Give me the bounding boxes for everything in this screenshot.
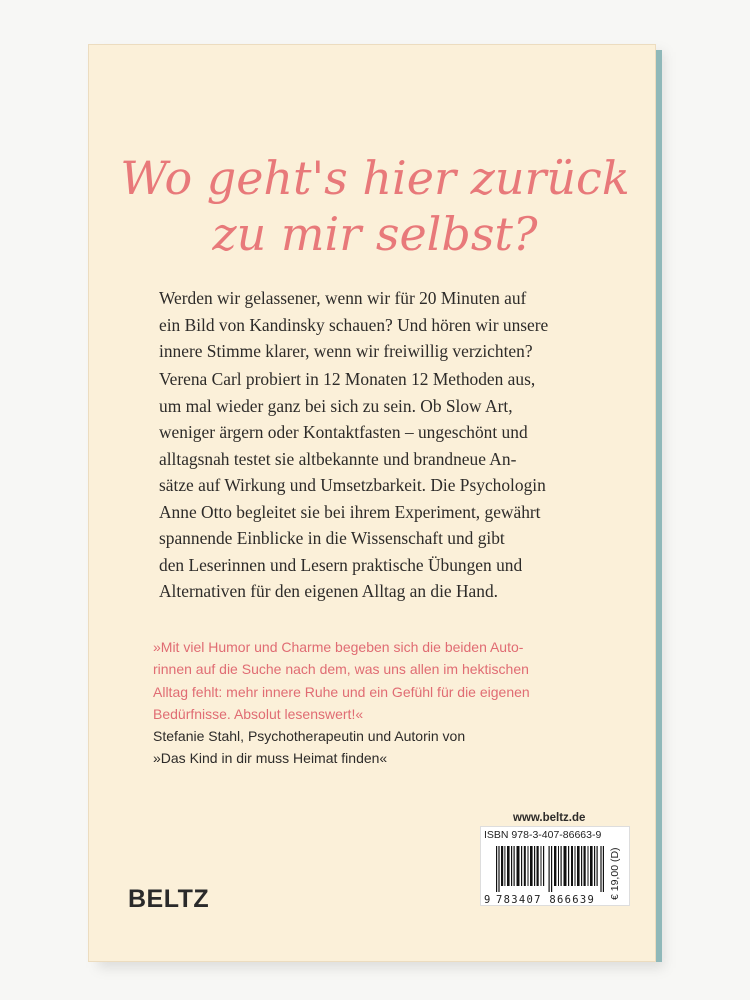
headline <box>0 150 750 262</box>
blurb-line: ein Bild von Kandinsky schauen? Und hören wir unsere <box>159 314 549 335</box>
quote-line: Alltag fehlt: mehr innere Ruhe und ein Gefühl für die eigenen <box>153 683 530 700</box>
publisher-logo: BELTZ <box>128 885 210 913</box>
blurb-paragraph-1 <box>159 285 599 365</box>
headline-line-1: Wo geht's hier zurück <box>120 151 630 205</box>
quote-line: rinnen auf die Suche nach dem, was uns allen im hektischen <box>153 661 529 678</box>
blurb-line: Verena Carl probiert in 12 Monaten 12 Methoden aus, <box>159 369 536 389</box>
publisher-url: www.beltz.de <box>513 812 586 824</box>
quote-attribution: Stefanie Stahl, Psychotherapeutin und Autorin von <box>153 728 466 745</box>
blurb-line: spannende Einblicke in die Wissenschaft und gibt <box>159 528 505 548</box>
quote-line: »Mit viel Humor und Charme begeben sich die beiden Auto- <box>153 639 524 655</box>
blurb-line: alltagsnah testet sie altbekannte und brandneue An- <box>159 448 517 469</box>
blurb-line: Werden wir gelassener, wenn wir für 20 Minuten auf <box>159 288 527 308</box>
price-text: € 19,00 (D) <box>609 847 621 900</box>
ean-first-digit: 9 <box>484 894 491 906</box>
quote-line: Bedürfnisse. Absolut lesenswert!« <box>153 705 364 722</box>
blurb-line: um mal wieder ganz bei sich zu sein. Ob Slow Art, <box>159 395 513 416</box>
ean-digits: 783407 866639 <box>496 894 596 906</box>
blurb-line: Alternativen für den eigenen Alltag an die Hand. <box>159 581 498 601</box>
barcode-icon <box>496 846 604 892</box>
blurb-line: weniger ärgern oder Kontaktfasten – ungeschönt und <box>159 422 528 442</box>
price-label <box>604 830 624 902</box>
blurb-line: sätze auf Wirkung und Umsetzbarkeit. Die Psychologin <box>159 475 546 495</box>
quote-attribution: »Das Kind in dir muss Heimat finden« <box>153 750 388 767</box>
blurb-line: Anne Otto begleitet sie bei ihrem Experiment, gewährt <box>159 501 541 522</box>
isbn-number: ISBN 978-3-407-86663-9 <box>484 829 602 841</box>
headline-line-2: zu mir selbst? <box>212 207 538 261</box>
endorsement-quote <box>153 636 623 770</box>
blurb-paragraph-2 <box>159 366 599 605</box>
blurb-line: innere Stimme klarer, wenn wir freiwillig verzichten? <box>159 341 533 361</box>
blurb-line: den Leserinnen und Lesern praktische Übungen und <box>159 554 523 575</box>
